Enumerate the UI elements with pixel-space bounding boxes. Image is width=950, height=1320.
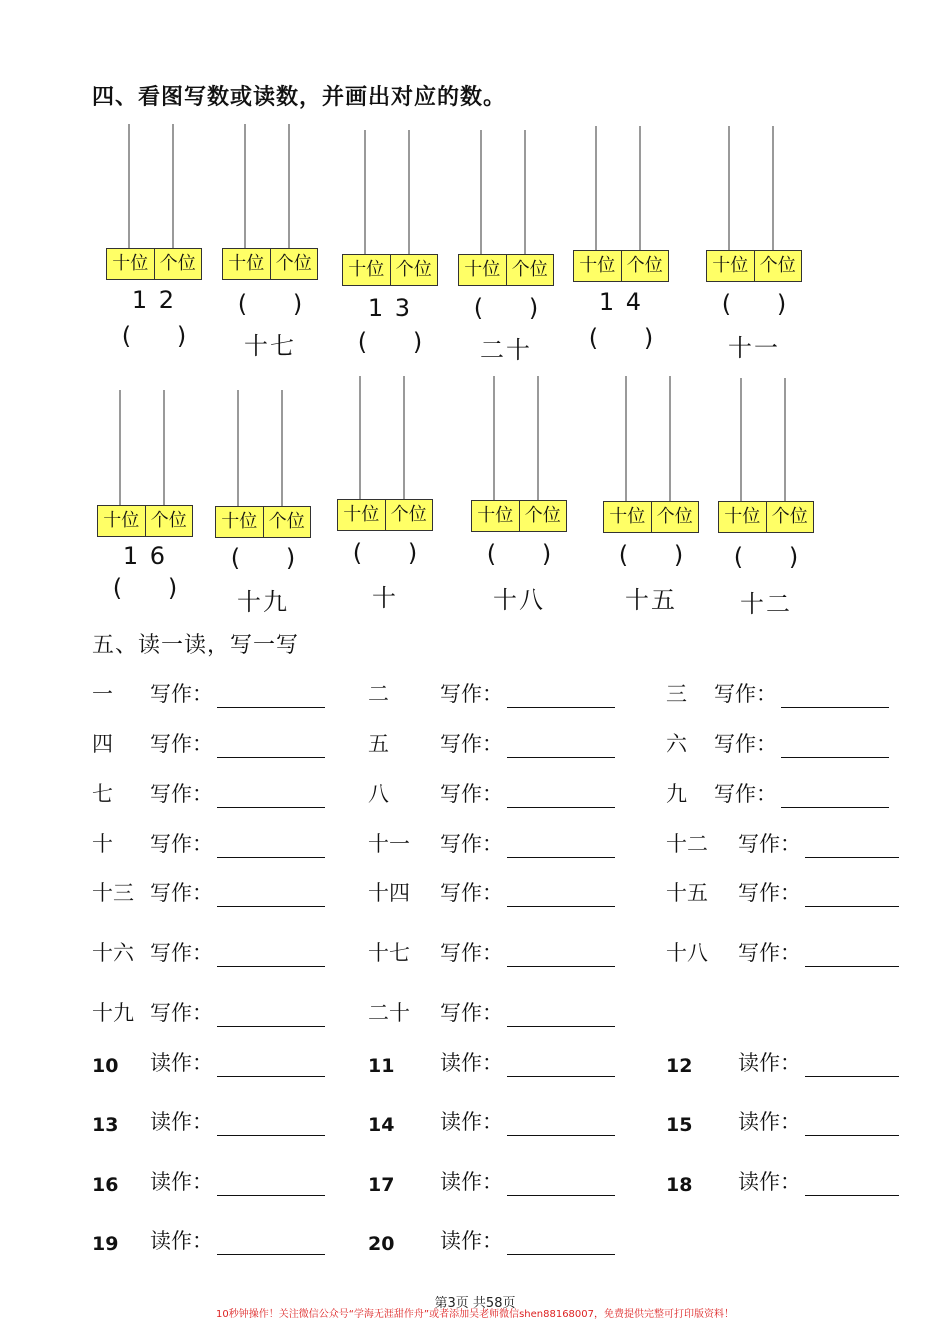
tens-rod (128, 124, 130, 248)
write-verb: 写作： (150, 682, 213, 706)
place-value-box (106, 248, 202, 280)
abacus-5 (573, 126, 669, 366)
read-item-label: 13 (92, 1114, 119, 1136)
write-item-label: 八 (368, 782, 389, 806)
number-answer-blank[interactable] (353, 539, 418, 567)
abacus-7 (97, 390, 193, 630)
read-item-5 (666, 1106, 899, 1136)
given-number: 1 6 (122, 542, 168, 570)
reading-answer-blank[interactable] (589, 324, 654, 352)
answer-blank[interactable] (217, 944, 325, 967)
section4-title: 四、看图写数或读数，并画出对应的数。 (92, 84, 507, 110)
ones-rod (524, 130, 526, 254)
write-item-label: 二十 (368, 1001, 410, 1025)
read-item-label: 16 (92, 1174, 119, 1196)
tens-label: 十位 (343, 504, 380, 525)
place-value-box (718, 501, 814, 533)
read-item-8 (666, 1166, 899, 1196)
tens-rod (480, 130, 482, 254)
tens-label: 十位 (228, 253, 265, 274)
write-item-9 (92, 828, 325, 858)
ones-rod (784, 378, 786, 501)
tens-rod (625, 376, 627, 501)
write-item-11 (666, 828, 899, 858)
write-item-label: 十九 (92, 1001, 134, 1025)
write-verb: 写作： (440, 941, 503, 965)
tens-rod (595, 126, 597, 250)
number-answer-blank[interactable] (238, 290, 303, 318)
write-verb: 写作： (150, 782, 213, 806)
answer-blank[interactable] (805, 1173, 899, 1196)
read-verb: 读作： (150, 1051, 213, 1075)
read-verb: 读作： (150, 1229, 213, 1253)
read-item-label: 20 (368, 1233, 395, 1255)
write-item-label: 十 (92, 832, 113, 856)
write-verb: 写作： (738, 941, 801, 965)
write-item-8 (666, 778, 889, 808)
tens-rod (740, 378, 742, 501)
read-verb: 读作： (738, 1170, 801, 1194)
write-verb: 写作： (440, 732, 503, 756)
answer-blank[interactable] (507, 1004, 615, 1027)
answer-blank[interactable] (507, 835, 615, 858)
read-item-4 (368, 1106, 615, 1136)
answer-blank[interactable] (507, 735, 615, 758)
ones-rod (172, 124, 174, 248)
read-verb: 读作： (150, 1170, 213, 1194)
place-value-box (603, 501, 699, 533)
ones-label: 个位 (621, 251, 669, 281)
answer-blank[interactable] (217, 735, 325, 758)
answer-blank[interactable] (805, 1113, 899, 1136)
write-item-label: 十四 (368, 881, 410, 905)
ones-label: 个位 (145, 506, 193, 536)
ones-label: 个位 (390, 255, 438, 285)
write-item-3 (92, 728, 325, 758)
abacus-9 (337, 376, 433, 616)
read-item-3 (92, 1106, 325, 1136)
write-item-label: 十三 (92, 881, 134, 905)
ones-label: 个位 (270, 249, 318, 279)
tens-rod (359, 376, 361, 499)
place-value-box (215, 506, 311, 538)
tens-rod (244, 124, 246, 248)
answer-blank[interactable] (507, 785, 615, 808)
read-item-1 (368, 1047, 615, 1077)
tens-label: 十位 (724, 506, 761, 527)
footer-notice: 10秒钟操作！关注微信公众号“学海无涯甜作舟”或者添加吴老师微信shen88168007，免费提供完整可打印版资料！ (215, 1309, 735, 1320)
ones-rod (639, 126, 641, 250)
reading-answer-blank[interactable] (122, 322, 187, 350)
write-item-14 (666, 877, 899, 907)
read-verb: 读作： (440, 1051, 503, 1075)
given-reading: 二十 (480, 336, 532, 364)
write-item-label: 七 (92, 782, 113, 806)
tens-label: 十位 (112, 253, 149, 274)
write-verb: 写作： (738, 881, 801, 905)
abacus-12 (718, 378, 814, 618)
reading-answer-blank[interactable] (113, 574, 178, 602)
place-value-box (342, 254, 438, 286)
write-item-label: 十一 (368, 832, 410, 856)
place-value-box (706, 250, 802, 282)
write-item-label: 十八 (666, 941, 708, 965)
answer-blank[interactable] (805, 835, 899, 858)
write-item-label: 四 (92, 732, 113, 756)
ones-rod (403, 376, 405, 499)
given-number: 1 3 (367, 294, 413, 322)
write-item-2 (666, 678, 889, 708)
tens-label: 十位 (579, 255, 616, 276)
tens-label: 十位 (221, 511, 258, 532)
tens-rod (119, 390, 121, 505)
read-verb: 读作： (440, 1110, 503, 1134)
write-verb: 写作： (714, 782, 777, 806)
number-answer-blank[interactable] (231, 544, 296, 572)
answer-blank[interactable] (217, 785, 325, 808)
write-item-13 (368, 877, 615, 907)
number-answer-blank[interactable] (474, 294, 539, 322)
answer-blank[interactable] (507, 1054, 615, 1077)
read-item-label: 14 (368, 1114, 395, 1136)
read-item-label: 15 (666, 1114, 693, 1136)
tens-rod (237, 390, 239, 506)
ones-label: 个位 (263, 507, 311, 537)
answer-blank[interactable] (781, 735, 889, 758)
answer-blank[interactable] (217, 1113, 325, 1136)
write-item-label: 十五 (666, 881, 708, 905)
write-item-19 (368, 997, 615, 1027)
read-verb: 读作： (150, 1110, 213, 1134)
given-reading: 十七 (244, 332, 296, 360)
write-item-0 (92, 678, 325, 708)
read-item-label: 12 (666, 1055, 693, 1077)
read-item-label: 10 (92, 1055, 119, 1077)
read-item-0 (92, 1047, 325, 1077)
read-item-label: 11 (368, 1055, 395, 1077)
write-item-5 (666, 728, 889, 758)
abacus-1 (106, 124, 202, 364)
answer-blank[interactable] (217, 1232, 325, 1255)
answer-blank[interactable] (507, 1232, 615, 1255)
ones-label: 个位 (651, 502, 699, 532)
answer-blank[interactable] (507, 1113, 615, 1136)
ones-rod (288, 124, 290, 248)
answer-blank[interactable] (805, 1054, 899, 1077)
write-item-12 (92, 877, 325, 907)
number-answer-blank[interactable] (734, 543, 799, 571)
answer-blank[interactable] (217, 1054, 325, 1077)
write-item-6 (92, 778, 325, 808)
abacus-6 (706, 126, 802, 366)
tens-rod (364, 130, 366, 254)
tens-rod (728, 126, 730, 250)
read-item-2 (666, 1047, 899, 1077)
tens-label: 十位 (712, 255, 749, 276)
ones-label: 个位 (519, 501, 567, 531)
given-reading: 十五 (625, 586, 677, 614)
given-number: 1 4 (598, 288, 644, 316)
read-item-6 (92, 1166, 325, 1196)
write-verb: 写作： (714, 682, 777, 706)
write-item-18 (92, 997, 325, 1027)
answer-blank[interactable] (217, 884, 325, 907)
number-answer-blank[interactable] (619, 541, 684, 569)
reading-answer-blank[interactable] (358, 328, 423, 356)
read-verb: 读作： (440, 1170, 503, 1194)
write-item-label: 六 (666, 732, 687, 756)
ones-label: 个位 (754, 251, 802, 281)
abacus-4 (458, 130, 554, 370)
ones-label: 个位 (385, 500, 433, 530)
answer-blank[interactable] (507, 884, 615, 907)
tens-label: 十位 (477, 505, 514, 526)
read-verb: 读作： (738, 1110, 801, 1134)
write-item-label: 五 (368, 732, 389, 756)
write-verb: 写作： (738, 832, 801, 856)
write-item-label: 十二 (666, 832, 708, 856)
read-item-7 (368, 1166, 615, 1196)
number-answer-blank[interactable] (722, 290, 787, 318)
answer-blank[interactable] (217, 835, 325, 858)
write-item-1 (368, 678, 615, 708)
read-item-label: 18 (666, 1174, 693, 1196)
write-item-label: 三 (666, 682, 687, 706)
write-verb: 写作： (440, 682, 503, 706)
answer-blank[interactable] (805, 884, 899, 907)
place-value-box (337, 499, 433, 531)
place-value-box (97, 505, 193, 537)
page-number: 第3页 共58页 (434, 1296, 516, 1311)
tens-label: 十位 (609, 506, 646, 527)
ones-label: 个位 (506, 255, 554, 285)
answer-blank[interactable] (805, 944, 899, 967)
read-verb: 读作： (440, 1229, 503, 1253)
ones-label: 个位 (154, 249, 202, 279)
given-reading: 十九 (237, 588, 289, 616)
abacus-10 (471, 376, 567, 616)
read-item-label: 17 (368, 1174, 395, 1196)
given-reading: 十一 (728, 334, 780, 362)
given-reading: 十 (372, 584, 398, 612)
write-item-4 (368, 728, 615, 758)
write-item-label: 九 (666, 782, 687, 806)
write-item-label: 十六 (92, 941, 134, 965)
answer-blank[interactable] (217, 1004, 325, 1027)
ones-rod (772, 126, 774, 250)
ones-rod (669, 376, 671, 501)
write-verb: 写作： (150, 832, 213, 856)
number-answer-blank[interactable] (487, 540, 552, 568)
abacus-8 (215, 390, 311, 630)
abacus-3 (342, 130, 438, 370)
write-verb: 写作： (714, 732, 777, 756)
write-verb: 写作： (440, 881, 503, 905)
place-value-box (471, 500, 567, 532)
write-item-7 (368, 778, 615, 808)
write-item-label: 二 (368, 682, 389, 706)
given-number: 1 2 (131, 286, 177, 314)
given-reading: 十八 (493, 586, 545, 614)
write-item-label: 十七 (368, 941, 410, 965)
tens-rod (493, 376, 495, 500)
abacus-11 (603, 376, 699, 616)
ones-label: 个位 (766, 502, 814, 532)
answer-blank[interactable] (507, 944, 615, 967)
place-value-box (573, 250, 669, 282)
answer-blank[interactable] (781, 785, 889, 808)
given-reading: 十二 (740, 590, 792, 618)
write-verb: 写作： (440, 782, 503, 806)
write-item-16 (368, 937, 615, 967)
tens-label: 十位 (464, 259, 501, 280)
read-item-9 (92, 1225, 325, 1255)
tens-label: 十位 (348, 259, 385, 280)
ones-rod (408, 130, 410, 254)
section5-title: 五、读一读，写一写 (92, 633, 300, 658)
write-item-10 (368, 828, 615, 858)
answer-blank[interactable] (507, 685, 615, 708)
ones-rod (163, 390, 165, 505)
write-item-label: 一 (92, 682, 113, 706)
read-verb: 读作： (738, 1051, 801, 1075)
answer-blank[interactable] (507, 1173, 615, 1196)
write-item-15 (92, 937, 325, 967)
answer-blank[interactable] (217, 685, 325, 708)
write-verb: 写作： (150, 1001, 213, 1025)
answer-blank[interactable] (217, 1173, 325, 1196)
answer-blank[interactable] (781, 685, 889, 708)
write-item-17 (666, 937, 899, 967)
write-verb: 写作： (440, 832, 503, 856)
write-verb: 写作： (150, 732, 213, 756)
place-value-box (458, 254, 554, 286)
place-value-box (222, 248, 318, 280)
write-verb: 写作： (440, 1001, 503, 1025)
write-verb: 写作： (150, 941, 213, 965)
tens-label: 十位 (103, 510, 140, 531)
abacus-2 (222, 124, 318, 364)
ones-rod (537, 376, 539, 500)
write-verb: 写作： (150, 881, 213, 905)
read-item-10 (368, 1225, 615, 1255)
ones-rod (281, 390, 283, 506)
read-item-label: 19 (92, 1233, 119, 1255)
